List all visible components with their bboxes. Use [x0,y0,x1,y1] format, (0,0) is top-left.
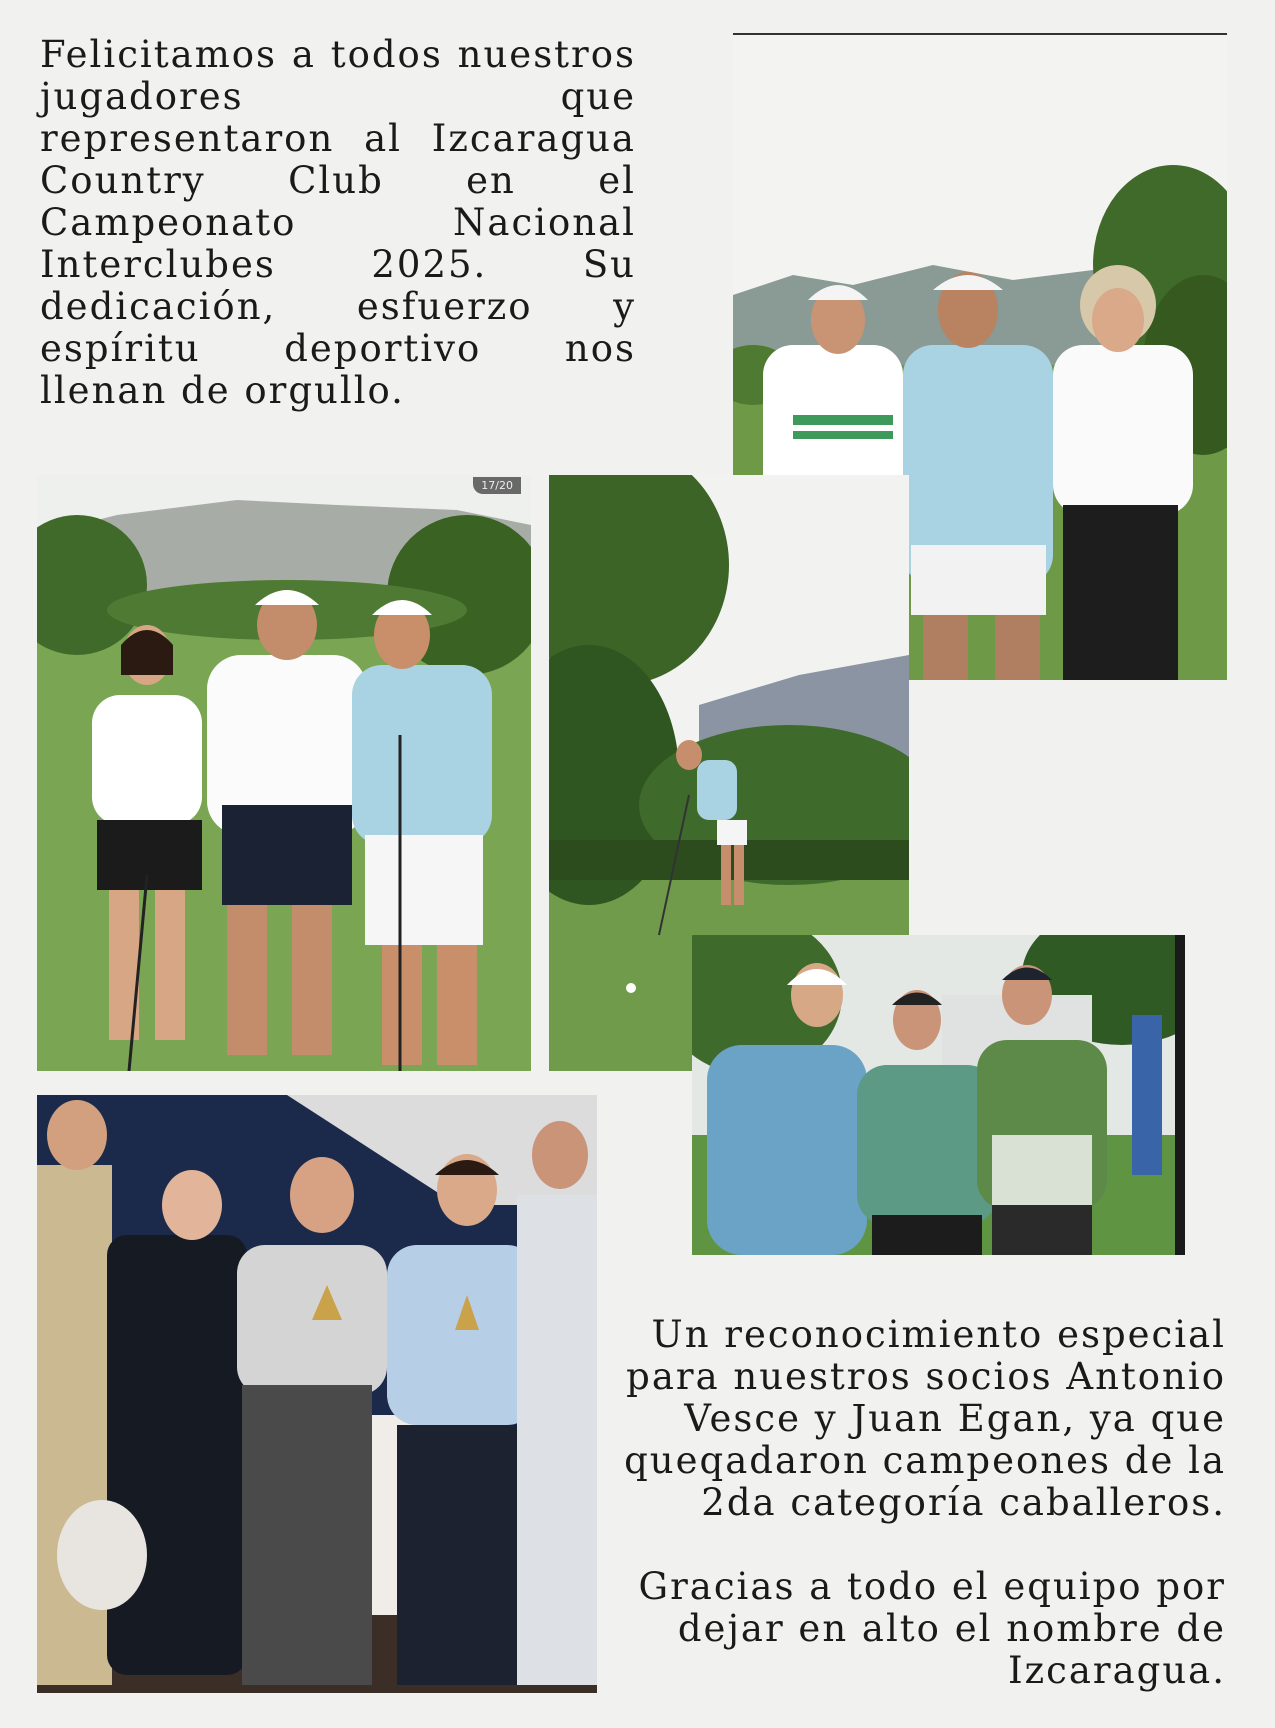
photo-women-group-left [37,475,531,1071]
thanks-text: Gracias a todo el equipo por dejar en alto el nombre de Izcaragua. [638,1565,1226,1692]
intro-text: Felicitamos a todos nuestros jugadores que representaron al Izcaragua Country Club en el Campeonato Nacional Interclubes 2025. Su dedicación, esfuerzo y espíritu deportivo nos llenan de orgullo. [40,33,636,412]
recognition-text: Un reconocimiento especial para nuestros socios Antonio Vesce y Juan Egan, ya que queqadaron campeones de la 2da categoría caballeros. [624,1313,1226,1524]
photo-counter: 17/20 [473,477,521,494]
outro-text [610,1314,1226,1692]
photo-boys-group [692,935,1185,1255]
photo-trophy-ceremony [37,1095,597,1693]
